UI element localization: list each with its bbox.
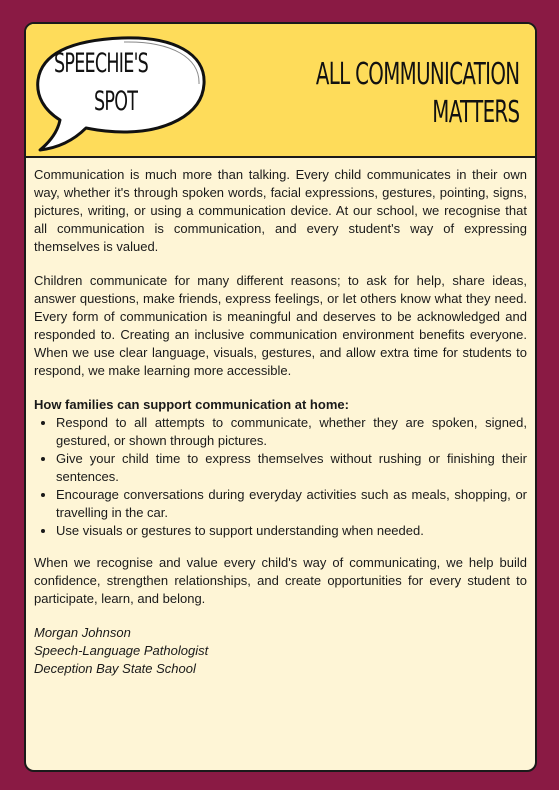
signature-name: Morgan Johnson xyxy=(34,625,131,640)
article-body xyxy=(34,166,527,678)
signature-block xyxy=(34,624,527,678)
bubble-title-line1: SPEECHIE'S xyxy=(54,48,149,79)
page-title-line2: MATTERS xyxy=(431,95,519,130)
signature-title: Speech-Language Pathologist xyxy=(34,643,209,658)
signature-school: Deception Bay State School xyxy=(34,661,196,676)
speech-bubble-icon xyxy=(34,32,210,158)
tips-list xyxy=(34,414,527,540)
reasons-paragraph: Children communicate for many different reasons; to ask for help, share ideas, answer questions, make friends, express feelings, or let others know what they need. Every form of communication is meaningful and deserves to be acknowledged and responded to. Creating an inclusive communication environment benefits everyone. When we use clear language, visuals, gestures, and allow extra time for students to respond, we make learning more accessible. xyxy=(34,273,527,378)
intro-paragraph: Communication is much more than talking. Every child communicates in their own way, whether it's through spoken words, facial expressions, gestures, pointing, signs, pictures, writing, or using a communication device. At our school, we recognise that all communication is communication, and every student's way of expressing themselves is valued. xyxy=(34,167,527,254)
header-banner xyxy=(26,24,535,158)
page-title xyxy=(211,56,519,132)
tip-item: • Give your child time to express themselves without rushing or finishing their sentences. xyxy=(56,450,527,486)
closing-paragraph: When we recognise and value every child's way of communicating, we help build confidence, strengthen relationships, and create opportunities for every student to participate, learn, and belong. xyxy=(34,555,527,606)
page-title-line1: ALL COMMUNICATION xyxy=(315,57,519,92)
bubble-title-line2: SPOT xyxy=(94,86,138,117)
tip-item: • Use visuals or gestures to support understanding when needed. xyxy=(56,522,527,540)
tip-item: • Encourage conversations during everyday activities such as meals, shopping, or travelling in the car. xyxy=(56,486,527,522)
tips-heading: How families can support communication at home: xyxy=(34,397,349,412)
tip-item: • Respond to all attempts to communicate, whether they are spoken, signed, gestured, or shown through pictures. xyxy=(56,414,527,450)
newsletter-card xyxy=(24,22,537,772)
